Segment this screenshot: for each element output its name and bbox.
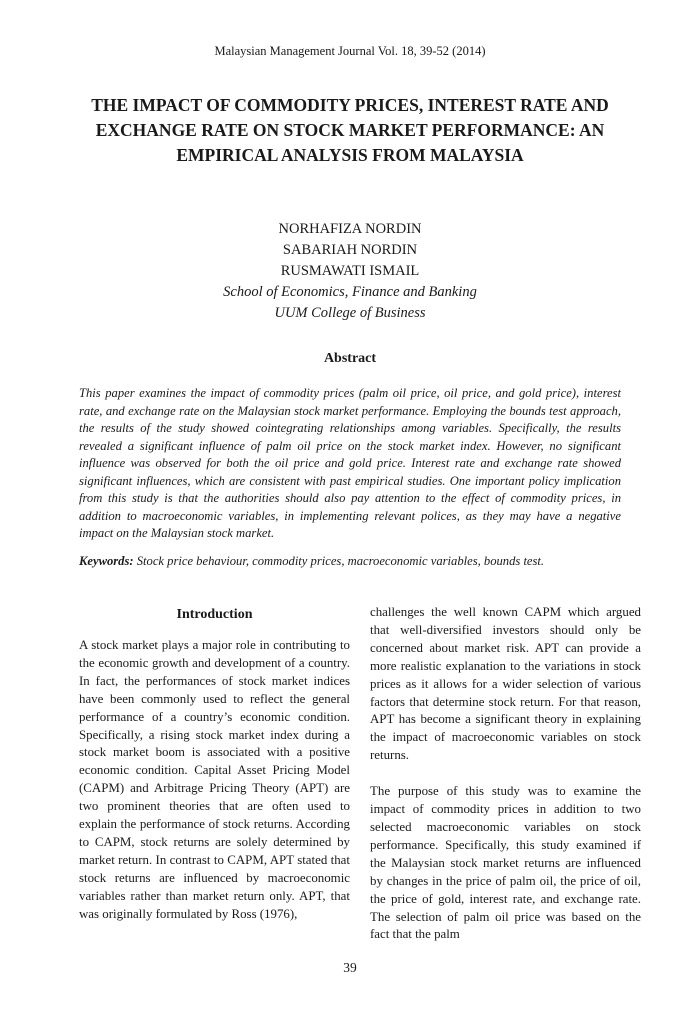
author-block — [0, 219, 700, 324]
abstract-heading: Abstract — [323, 351, 377, 366]
running-head: Malaysian Management Journal Vol. 18, 39-52 (2014) — [214, 44, 486, 58]
author-name: RUSMAWATI ISMAIL — [280, 263, 420, 279]
left-column — [79, 604, 350, 924]
keywords — [79, 553, 621, 571]
author-name: NORHAFIZA NORDIN — [278, 221, 422, 237]
paper-title: THE IMPACT OF COMMODITY PRICES, INTEREST RATE AND EXCHANGE RATE ON STOCK MARKET PERFORMANCE: AN EMPIRICAL ANALYSIS FROM MALAYSIA — [91, 95, 609, 165]
keywords-label: Keywords: — [79, 554, 134, 568]
keywords-text: Stock price behaviour, commodity prices, macroeconomic variables, bounds test. — [136, 554, 545, 568]
body-paragraph: A stock market plays a major role in contributing to the economic growth and development of a country. In fact, the performances of stock market indices have been commonly used to reflect the general performance of a country’s economic condition. Specifically, a rising stock market index during a stock market boom is associated with a positive economic condition. Capital Asset Pricing Model (CAPM) and Arbitrage Pricing Theory (APT) are two prominent theories that are often used to explain the performance of stock returns. According to CAPM, stock returns are solely determined by market return. In contrast to CAPM, APT stated that stock returns are influenced by macroeconomic variables rather than market return only. APT, that was originally formulated by Ross (1976), — [79, 638, 350, 921]
abstract-text: This paper examines the impact of commodity prices (palm oil price, oil price, and gold price), interest rate, and exchange rate on the Malaysian stock market performance. Employing the bounds test approach, the results of the study showed cointegrating relationships among variables. Specifically, the results revealed a significant influence of palm oil price on the stock market index. However, no significant influence was observed for both the oil price and gold price. Interest rate and exchange rate showed significant influences, which are consistent with past empirical studies. One important policy implication from this study is that the authorities should also pay attention to the effect of commodity prices, in addition to macroeconomic variables, in implementing relevant polices, as they may have a negative impact on the Malaysian stock market. — [79, 386, 621, 540]
affiliation-college: UUM College of Business — [274, 305, 426, 321]
introduction-heading: Introduction — [176, 607, 253, 622]
author-name: SABARIAH NORDIN — [282, 242, 418, 258]
affiliation-school: School of Economics, Finance and Banking — [223, 284, 477, 300]
page-number: 39 — [343, 960, 357, 975]
body-paragraph: The purpose of this study was to examine the impact of commodity prices in addition to two selected macroeconomic variables on stock performance. Specifically, this study examined if the Malaysian stock market returns are influenced by changes in the price of palm oil, the price of oil, the price of gold, interest rate, and exchange rate. The selection of palm oil price was based on the fact that the palm — [370, 784, 641, 942]
right-column — [370, 604, 641, 944]
body-paragraph: challenges the well known CAPM which argued that well-diversified investors should only be concerned about market risk. APT can provide a more realistic explanation to the variations in stock prices as it allows for a wider selection of various factors that determine stock return. For that reason, APT has become a significant theory in explaining the impact of macroeconomic variables on stock returns. — [370, 605, 641, 763]
